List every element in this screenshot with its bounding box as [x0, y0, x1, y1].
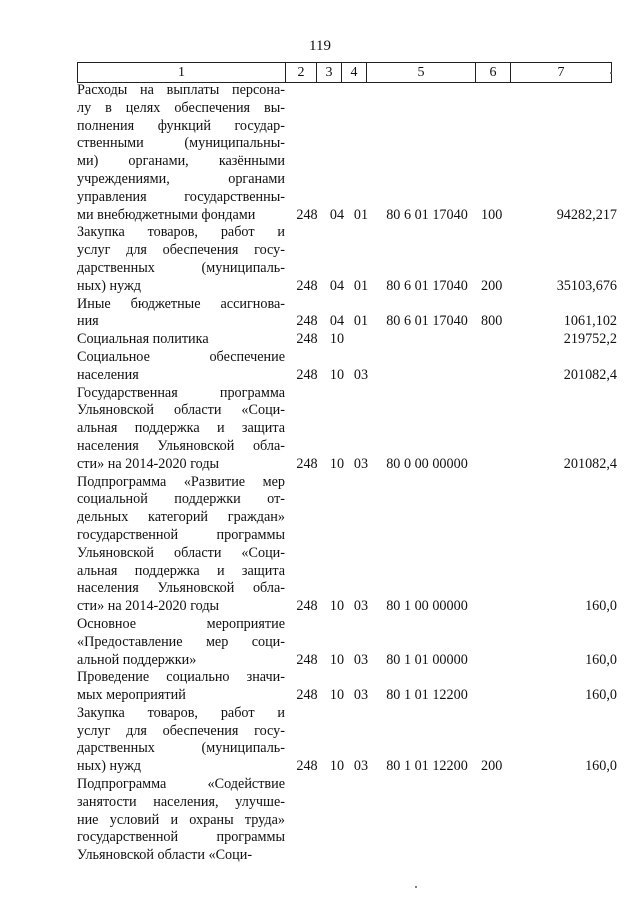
table-row	[77, 776, 617, 865]
row-c4-cell: 01	[353, 206, 369, 223]
row-name-line: Закупка товаров, работ и	[77, 704, 285, 721]
row-c3-cell: 10	[329, 598, 345, 615]
row-c4-cell: 03	[353, 687, 369, 704]
row-name-line: Социальное обеспечение	[77, 348, 285, 365]
row-c7-cell: 160,0	[585, 758, 617, 775]
row-name-line: Социальная политика	[77, 331, 209, 348]
page-number: 119	[309, 38, 331, 54]
row-name-cell	[77, 224, 285, 295]
row-name-line: Ульяновской области «Соци-	[77, 544, 285, 561]
row-name-line: дарственных (муниципаль-	[77, 259, 285, 276]
row-name-cell	[77, 669, 285, 705]
row-c3-cell: 10	[329, 455, 345, 472]
row-c3-cell: 04	[329, 277, 345, 294]
row-name-line: ние условий и охраны труда»	[77, 811, 285, 828]
table-row	[77, 331, 617, 349]
row-name-line: альной поддержки»	[77, 651, 197, 668]
row-c2-cell: 248	[296, 313, 318, 330]
row-name-line: Закупка товаров, работ и	[77, 224, 285, 241]
row-name-line: ми) органами, казёнными	[77, 153, 285, 170]
row-name-line: сти» на 2014-2020 годы	[77, 455, 220, 472]
row-c4-cell: 01	[353, 313, 369, 330]
table-row	[77, 224, 617, 295]
row-c7-cell: 160,0	[585, 687, 617, 704]
table-row	[77, 669, 617, 705]
row-c4-cell: 03	[353, 455, 369, 472]
row-name-line: Проведение социально значи-	[77, 669, 285, 686]
row-name-line: полнения функций государ-	[77, 117, 285, 134]
row-name-line: альная поддержка и защита	[77, 562, 285, 579]
row-name-line: услуг для обеспечения госу-	[77, 722, 285, 739]
row-c2-cell: 248	[296, 758, 318, 775]
row-c7-cell: 201082,4	[563, 366, 617, 383]
row-c4-cell: 03	[353, 758, 369, 775]
row-c3-cell: 10	[329, 687, 345, 704]
row-name-line: Расходы на выплаты персона-	[77, 82, 285, 98]
row-name-line: учреждениями, органами	[77, 170, 285, 187]
row-c7-cell: 35103,676	[556, 277, 617, 294]
row-c5-cell: 80 1 00 00000	[386, 598, 468, 615]
row-name-line: населения Ульяновской обла-	[77, 580, 285, 597]
row-c6-cell: 200	[481, 758, 503, 775]
row-name-line: населения	[77, 366, 139, 383]
row-c2-cell: 248	[296, 598, 318, 615]
row-name-cell	[77, 474, 285, 616]
row-c4-cell: 01	[353, 277, 369, 294]
row-c5-cell: 80 1 01 12200	[386, 687, 468, 704]
row-c7-cell: 1061,102	[563, 313, 617, 330]
row-c3-cell: 04	[329, 206, 345, 223]
header-col-5: 5	[367, 63, 476, 83]
row-name-line: дельных категорий граждан»	[77, 509, 285, 526]
row-c7-cell: 160,0	[585, 651, 617, 668]
row-c5-cell: 80 6 01 17040	[386, 206, 468, 223]
table-row	[77, 296, 617, 332]
row-name-line: ния	[77, 313, 99, 330]
row-c4-cell: 03	[353, 598, 369, 615]
row-c2-cell: 248	[296, 366, 318, 383]
row-c2-cell: 248	[296, 331, 318, 348]
row-c2-cell: 248	[296, 455, 318, 472]
row-name-line: государственной программы	[77, 526, 285, 543]
row-c5-cell: 80 0 00 00000	[386, 455, 468, 472]
row-c5-cell: 80 1 01 00000	[386, 651, 468, 668]
table-row	[77, 616, 617, 669]
row-name-line: занятости населения, улучше-	[77, 793, 285, 810]
row-name-line: услуг для обеспечения госу-	[77, 242, 285, 259]
row-name-line: мых мероприятий	[77, 687, 186, 704]
row-name-cell	[77, 385, 285, 474]
row-name-line: ственными (муниципальны-	[77, 135, 285, 152]
row-c6-cell: 100	[481, 206, 503, 223]
row-name-cell	[77, 776, 285, 865]
row-name-line: ми внебюджетными фондами	[77, 206, 256, 223]
row-c6-cell: 800	[481, 313, 503, 330]
row-name-cell	[77, 331, 285, 349]
row-name-line: ных) нужд	[77, 277, 142, 294]
row-c7-cell: 219752,2	[563, 331, 617, 348]
header-col-6: 6	[476, 63, 511, 83]
table-row	[77, 385, 617, 474]
row-name-line: Государственная программа	[77, 384, 285, 401]
row-c7-cell: 94282,217	[556, 206, 617, 223]
row-name-cell	[77, 705, 285, 776]
row-c7-cell: 160,0	[585, 598, 617, 615]
table-body	[77, 82, 617, 865]
row-c5-cell: 80 6 01 17040	[386, 277, 468, 294]
row-c4-cell: 03	[353, 651, 369, 668]
row-c2-cell: 248	[296, 277, 318, 294]
row-name-line: управления государственны-	[77, 188, 285, 205]
row-c3-cell: 10	[329, 651, 345, 668]
row-name-cell	[77, 349, 285, 385]
row-name-line: Основное мероприятие	[77, 615, 285, 632]
row-c3-cell: 10	[329, 331, 345, 348]
row-name-line: Ульяновской области «Соци-	[77, 402, 285, 419]
row-c5-cell: 80 1 01 12200	[386, 758, 468, 775]
row-name-line: населения Ульяновской обла-	[77, 437, 285, 454]
row-name-line: Подпрограмма «Содействие	[77, 776, 285, 793]
row-c7-cell: 201082,4	[563, 455, 617, 472]
table-row	[77, 349, 617, 385]
table-row	[77, 82, 617, 224]
row-name-cell	[77, 616, 285, 669]
row-name-line: Ульяновской области «Соци-	[77, 847, 253, 864]
row-name-line: сти» на 2014-2020 годы	[77, 598, 220, 615]
row-c4-cell: 03	[353, 366, 369, 383]
header-col-7: 7	[511, 63, 612, 83]
row-name-cell	[77, 82, 285, 224]
scan-speck	[415, 886, 417, 888]
row-c2-cell: 248	[296, 651, 318, 668]
row-name-line: лу в целях обеспечения вы-	[77, 99, 285, 116]
table-row	[77, 705, 617, 776]
row-c6-cell: 200	[481, 277, 503, 294]
table-row	[77, 474, 617, 616]
row-name-line: ных) нужд	[77, 758, 142, 775]
row-name-line: Иные бюджетные ассигнова-	[77, 295, 285, 312]
row-c2-cell: 248	[296, 206, 318, 223]
row-c5-cell: 80 6 01 17040	[386, 313, 468, 330]
row-name-line: социальной поддержки от-	[77, 491, 285, 508]
row-name-line: дарственных (муниципаль-	[77, 740, 285, 757]
row-name-line: Подпрограмма «Развитие мер	[77, 473, 285, 490]
header-col-1: 1	[78, 63, 286, 83]
table-header	[77, 62, 612, 83]
header-col-2: 2	[286, 63, 317, 83]
row-name-line: государственной программы	[77, 829, 285, 846]
row-c3-cell: 10	[329, 366, 345, 383]
row-name-line: «Предоставление мер соци-	[77, 633, 285, 650]
row-c3-cell: 04	[329, 313, 345, 330]
header-col-3: 3	[317, 63, 342, 83]
row-c3-cell: 10	[329, 758, 345, 775]
row-name-cell	[77, 296, 285, 332]
row-name-line: альная поддержка и защита	[77, 420, 285, 437]
row-c2-cell: 248	[296, 687, 318, 704]
header-col-4: 4	[342, 63, 367, 83]
scan-speck	[610, 72, 612, 74]
